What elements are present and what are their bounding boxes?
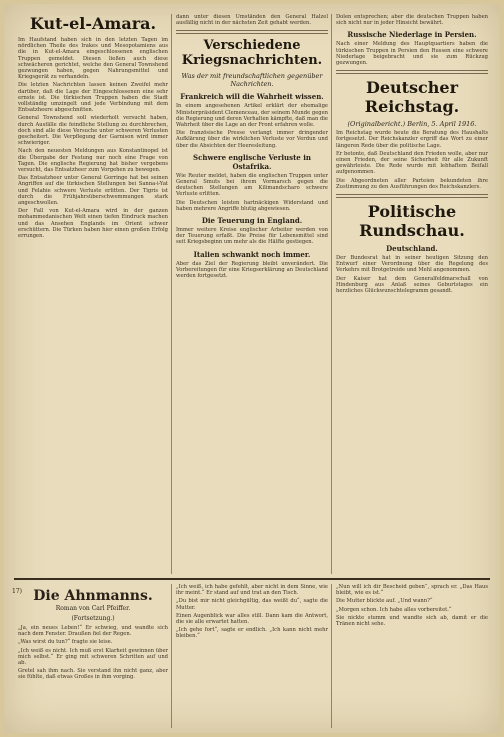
article-body-reichstag: [336, 130, 488, 190]
section-heading-frankreich: Frankreich will die Wahrheit wissen.: [180, 92, 324, 102]
paragraph: „Ich weiß, ich habe gefehlt, aber nicht in dem Sinne, wie ihr meint.“ Er stand auf und trat an den Tisch.: [176, 584, 328, 597]
paragraph: Die Deutschen leisten hartnäckigen Widerstand und haben mehrere Angriffe blutig abgewiesen.: [176, 199, 328, 212]
column-divider: [331, 14, 332, 574]
feuilleton-column-2: [176, 584, 328, 728]
divider: [336, 70, 488, 74]
paragraph: „Ich gehe fort“, sagte er endlich. „Ich kann nicht mehr bleiben.“: [176, 627, 328, 640]
paragraph: General Townshend soll wiederholt versucht haben, durch Ausfälle die feindliche Stellung zu durchbrechen, doch sind alle diese Versuche unter schweren Verlusten gescheitert. Die Verpflegung der Garnison wird immer schwieriger.: [18, 115, 168, 147]
paragraph: Das Entsatzheer unter General Gorringe hat bei seinen Angriffen auf die türkischen Stellungen bei Sanna-i-Yat und Felahie schwere Verluste erlitten. Der Tigris ist durch die Frühjahrsüberschwemmungen stark angeschwollen.: [18, 175, 168, 207]
paragraph: Aber das Ziel der Regierung bleibt unverändert. Die Vorbereitungen für eine Kriegserklärung an Deutschland werden fortgesetzt.: [176, 260, 328, 280]
paragraph: Die französische Presse verlangt immer dringender Aufklärung über die wirklichen Verluste vor Verdun und über die Absichten der Heeresleitung.: [176, 130, 328, 149]
paragraph: Einen Augenblick war alles still. Dann kam die Antwort, die sie alle erwartet hatten.: [176, 612, 328, 626]
paragraph: Der Bundesrat hat in seiner heutigen Sitzung den Entwurf einer Verordnung über die Regelung des Verkehrs mit Brotgetreide und Mehl angenommen.: [336, 255, 488, 274]
paragraph: Immer weitere Kreise englischer Arbeiter werden von der Teuerung erfaßt. Die Preise für Lebensmittel sind seit Kriegsbeginn um mehr als die Hälfte gestiegen.: [176, 227, 328, 246]
section-body-persien: [336, 41, 488, 66]
column-divider: [331, 584, 332, 728]
divider: [336, 194, 488, 198]
newspaper-page: [4, 4, 500, 733]
feuilleton-body-1: [18, 625, 168, 681]
paragraph: „Ich weiß es nicht. Ich muß erst Klarheit gewinnen über mich selbst.“ Er ging mit schweren Schritten auf und ab.: [18, 647, 168, 667]
paragraph: „Du bist mir nicht gleichgültig, das weißt du“, sagte die Mutter.: [176, 598, 328, 611]
section-body-italien: [176, 261, 328, 280]
section-heading-italien: Italien schwankt noch immer.: [193, 249, 311, 259]
paragraph: Gretel sah ihm nach. Sie verstand ihn nicht ganz, aber sie fühlte, daß etwas Großes in ihm vorging.: [18, 668, 168, 681]
feuilleton-subtitle: Roman von Carl Pfeiffer.: [55, 605, 131, 612]
feuilleton-column-1: [18, 588, 168, 728]
paragraph: „Morgen schon. Ich habe alles vorbereitet.“: [336, 606, 452, 613]
feuilleton-body-2: [176, 584, 328, 640]
feuilleton-title: Die Ahnmanns.: [33, 588, 153, 604]
paragraph: Die Abgeordneten aller Parteien bekundeten ihre Zustimmung zu den Ausführungen des Reichskanzlers.: [336, 177, 488, 190]
paragraph: „Nun will ich dir Bescheid geben“, sprach er. „Das Haus bleibt, wie es ist.“: [336, 584, 488, 597]
feuilleton-rule: [14, 578, 490, 580]
paragraph: Der Kaiser hat dem Generalfeldmarschall von Hindenburg aus Anlaß seines Geburtstages ein herzliches Glückwunschtelegramm gesandt.: [336, 275, 488, 295]
article-title-reichstag: Deutscher Reichstag.: [364, 78, 460, 117]
column-intro: Dolen entsprechen; aber die deutschen Truppen haben sich nicht nur in jeder Hinsicht bewährt.: [336, 14, 488, 27]
section-body-england: [176, 227, 328, 246]
section-heading-deutschland: Deutschland.: [386, 244, 438, 254]
section-heading-england: Die Teuerung in England.: [201, 216, 303, 226]
column-divider: [171, 14, 172, 574]
paragraph: Der Fall von Kut-el-Amara wird in der ganzen mohammedanischen Welt einen tiefen Eindruck machen und das Ansehen Englands im Orient schwer erschüttern. Die Türken haben hier einen großen Erfolg errungen.: [18, 208, 168, 240]
paragraph: Nach einer Meldung des Hauptquartiers haben die türkischen Truppen in Persien den Russen eine schwere Niederlage beigebracht und sie zum Rückzug gezwungen.: [336, 41, 488, 67]
installment-number: 17): [12, 588, 22, 595]
section-body-frankreich: [176, 103, 328, 148]
section-body-ostafrika: [176, 173, 328, 212]
paragraph: Im Reichstag wurde heute die Beratung des Haushalts fortgesetzt. Der Reichskanzler ergriff das Wort zu einer längeren Rede über die politische Lage.: [336, 130, 488, 149]
article-body-rundschau: [336, 255, 488, 294]
paragraph: Er betonte, daß Deutschland den Frieden wolle, aber nur einen Frieden, der seine Sicherheit für alle Zukunft gewährleiste. Die Rede wurde mit lebhaftem Beifall aufgenommen.: [336, 150, 488, 176]
article-title-kut: Kut-el-Amara.: [29, 14, 157, 33]
article-title-kriegsnachrichten: Verschiedene Kriegsnachrichten.: [181, 38, 323, 69]
paragraph: „Ja, ein neues Leben!“ Er schwieg, und wandte sich nach dem Fenster. Draußen fiel der Regen.: [18, 625, 168, 638]
column-divider: [171, 584, 172, 728]
section-heading-persien: Russische Niederlage in Persien.: [347, 30, 477, 40]
feuilleton-continuation: (Fortsetzung.): [71, 615, 115, 622]
paragraph: In einem angesehenen Artikel erklärt der ehemalige Ministerpräsident Clemenceau, der seinem Munde gegen die Regierung und deren Verhalten kämpfte, daß man die Wahrheit über die Lage an der Front erfahren wolle.: [176, 103, 328, 129]
paragraph: Die Mutter blickte auf. „Und wann?“: [336, 598, 433, 605]
article-body-kut: [18, 37, 168, 239]
paragraph: Im Haufstand haben sich in den letzten Tagen im nördlichen Theile des Irakes und Mesopotamiens aus die in Kut-el-Amara eingeschlossenen englischen Truppen gemeldet. Diesen ließen auch diese schwächeren gerichtet, welche den General Townshend gezwungen haben, gegen Nahrungsmittel und Kriegsgerät zu verhandeln.: [18, 37, 168, 81]
paragraph: Die letzten Nachrichten lassen keinen Zweifel mehr darüber, daß die Lage der Eingeschlossenen eine sehr ernste ist. Die türkischen Truppen haben die Stadt vollständig umzingelt und jede Verbindung mit dem Entsatzheere abgeschnitten.: [18, 82, 168, 114]
section-heading-ostafrika: Schwere englische Verluste in Ostafrika.: [193, 152, 311, 171]
article-title-rundschau: Politische Rundschau.: [359, 202, 465, 241]
column-reichstag: [336, 14, 488, 574]
paragraph: „Was wirst du tun?“ fragte sie leise.: [18, 639, 113, 646]
divider: [176, 30, 328, 34]
article-subtitle: Was der mit freundschaftlichen gegenüber Nachrichten.: [181, 72, 323, 89]
paragraph: Sie nickte stumm und wandte sich ab, damit er die Tränen nicht sehe.: [336, 614, 488, 628]
dateline: (Originalbericht.) Berlin, 5. April 1916.: [347, 120, 477, 129]
paragraph: Wie Reuter meldet, haben die englischen Truppen unter General Smuts bei ihrem Vormarsch gegen die deutschen Stellungen am Kilimandscharo schwere Verluste erlitten.: [176, 172, 328, 198]
column-kut-el-amara: [18, 14, 168, 574]
feuilleton-column-3: [336, 584, 488, 728]
paragraph: Nach den neuesten Meldungen aus Konstantinopel ist die Übergabe der Festung nur noch eine Frage von Tagen. Die englische Regierung hat bisher vergebens versucht, das Entsatzheer zum Vorgehen zu bewegen.: [18, 148, 168, 174]
column-intro: dann unter diesen Umständen den General Halzel ausfällig nicht in der nächsten Zeit gehabt werden.: [176, 14, 328, 27]
feuilleton-body-3: [336, 584, 488, 627]
column-kriegsnachrichten: [176, 14, 328, 574]
